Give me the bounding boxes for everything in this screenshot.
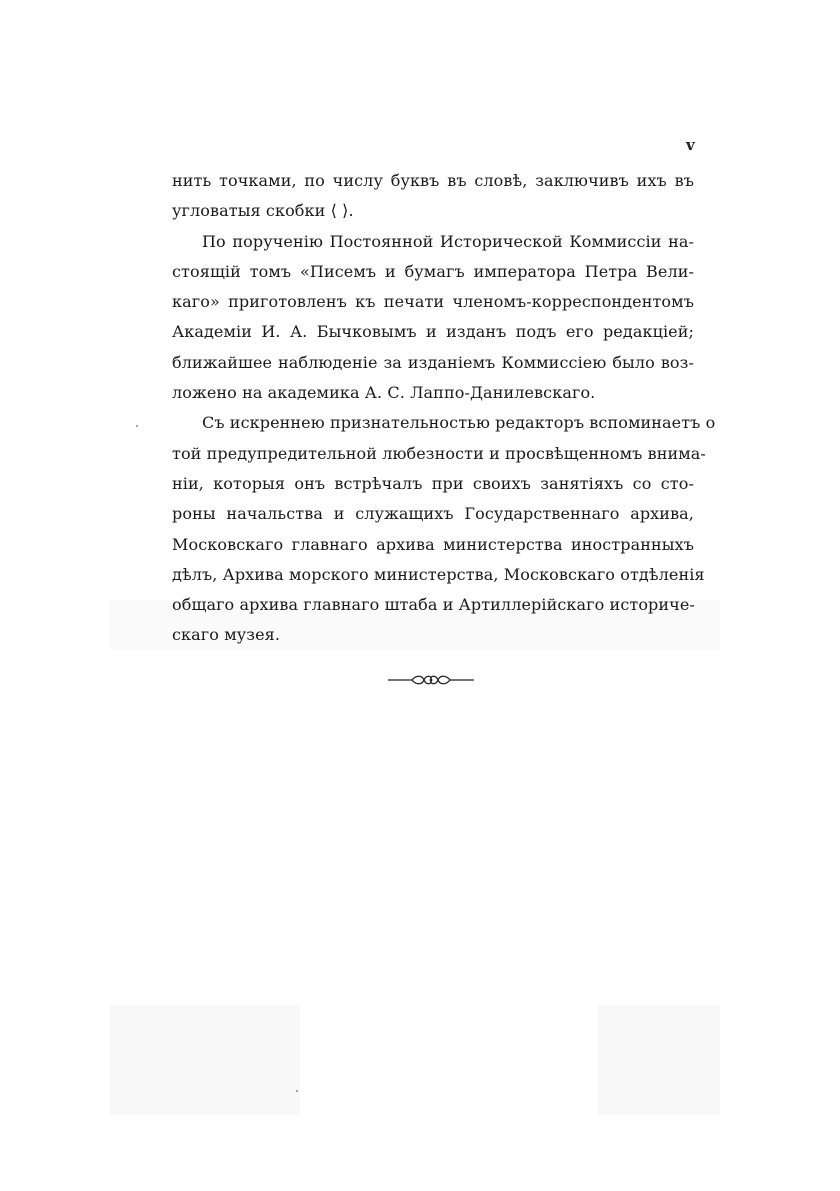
paragraph-start-line: Съ искреннею признательностью редакторъ вспоминаетъ о	[202, 413, 716, 433]
text-line: каго» приготовленъ къ печати членомъ-корреспондентомъ	[172, 292, 694, 312]
scan-speck	[136, 425, 138, 427]
text-line: стоящій томъ «Писемъ и бумагъ императора Петра Вели-	[172, 261, 694, 281]
scan-speck	[296, 1090, 298, 1092]
text-line: угловатыя скобки ⟨ ⟩.	[172, 201, 354, 221]
page-number: v	[686, 136, 695, 154]
text-line: скаго музея.	[172, 625, 281, 645]
text-line: общаго архива главнаго штаба и Артиллерійскаго историче-	[172, 595, 695, 615]
text-line: Московскаго главнаго архива министерства иностранныхъ	[172, 534, 694, 554]
text-line: той предупредительной любезности и просвѣщенномъ внима-	[172, 443, 706, 463]
text-line: ложено на академика А. С. Лаппо-Данилевскаго.	[172, 383, 596, 403]
body-text	[172, 166, 716, 651]
text-line: роны начальства и служащихъ Государственнаго архива,	[172, 504, 694, 524]
text-line: ближайшее наблюденіе за изданіемъ Коммиссіею было воз-	[172, 352, 694, 372]
scan-shading-bottom-left	[110, 1005, 300, 1115]
tailpiece-flourish-icon	[388, 674, 474, 686]
paragraph-start-line: По порученію Постоянной Исторической Коммиссіи на-	[202, 231, 694, 251]
text-line: ніи, которыя онъ встрѣчалъ при своихъ занятіяхъ со сто-	[172, 473, 694, 493]
text-line: Академіи И. А. Бычковымъ и изданъ подъ его редакціей;	[172, 322, 694, 342]
text-line: нить точками, по числу буквъ въ словѣ, заключивъ ихъ въ	[172, 171, 694, 190]
text-line: дѣлъ, Архива морского министерства, Московскаго отдѣленія	[172, 564, 705, 584]
scan-shading-bottom-right	[598, 1005, 720, 1115]
